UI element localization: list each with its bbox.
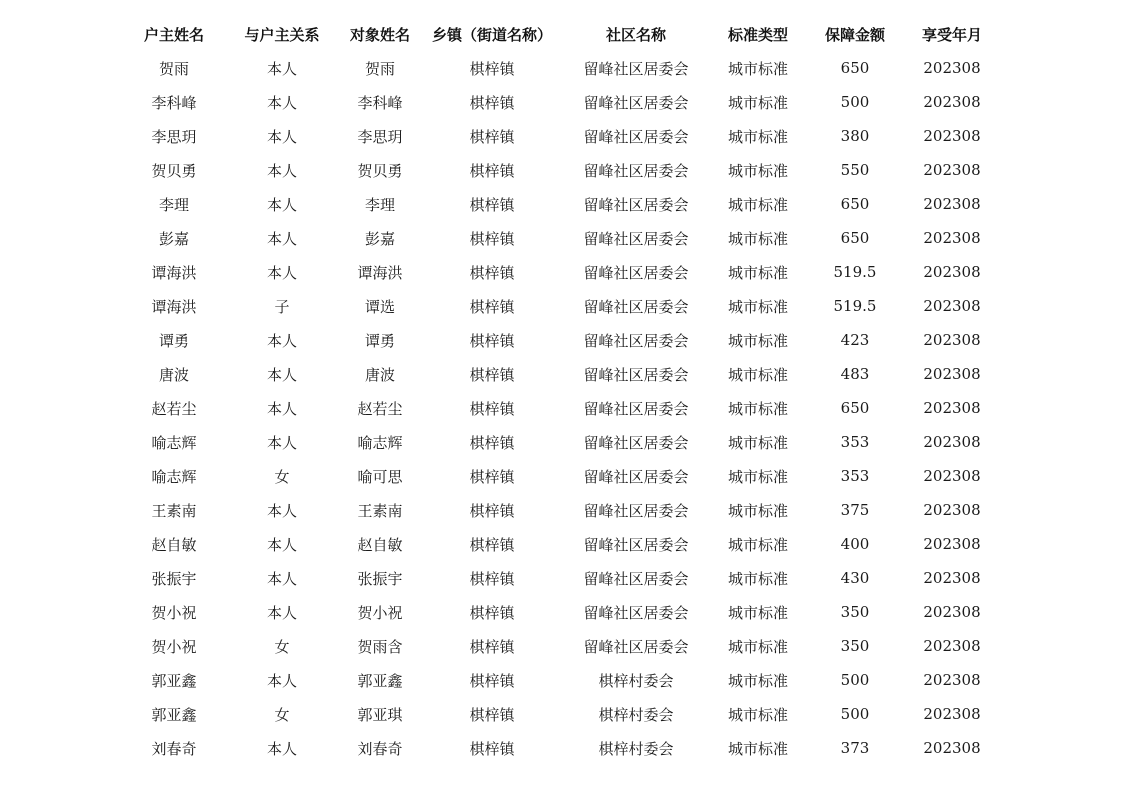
relation-cell: 女 [274,467,290,486]
standard-type-cell: 城市标准 [727,331,788,350]
community-cell: 留峰社区居委会 [583,229,689,248]
amount-cell: 650 [840,229,870,247]
relation-cell: 本人 [266,671,297,690]
community-cell: 留峰社区居委会 [583,127,689,146]
table-row [120,663,998,697]
household-head-cell: 喻志辉 [151,433,197,452]
standard-type-cell: 城市标准 [727,195,788,214]
header-amount: 保障金额 [824,25,885,44]
table-row [120,51,998,85]
standard-type-cell: 城市标准 [727,569,788,588]
relation-cell: 本人 [266,331,297,350]
amount-cell: 650 [840,59,870,77]
relation-cell: 女 [274,637,290,656]
relation-cell: 本人 [266,501,297,520]
beneficiary-name-cell: 谭海洪 [357,263,403,282]
header-town: 乡镇（街道名称） [431,25,552,44]
relation-cell: 本人 [266,739,297,758]
table-row [120,255,998,289]
standard-type-cell: 城市标准 [727,671,788,690]
month-cell: 202308 [923,739,981,757]
beneficiary-name-cell: 贺贝勇 [357,161,403,180]
table-row [120,391,998,425]
community-cell: 留峰社区居委会 [583,467,689,486]
table-row [120,289,998,323]
table-row [120,697,998,731]
standard-type-cell: 城市标准 [727,739,788,758]
table-row [120,85,998,119]
month-cell: 202308 [923,569,981,587]
header-relation: 与户主关系 [244,25,320,44]
community-cell: 留峰社区居委会 [583,535,689,554]
relation-cell: 本人 [266,229,297,248]
community-cell: 留峰社区居委会 [583,603,689,622]
table-row [120,153,998,187]
relation-cell: 本人 [266,535,297,554]
relation-cell: 本人 [266,603,297,622]
relation-cell: 女 [274,705,290,724]
amount-cell: 650 [840,399,870,417]
month-cell: 202308 [923,59,981,77]
standard-type-cell: 城市标准 [727,229,788,248]
beneficiary-name-cell: 唐波 [364,365,395,384]
standard-type-cell: 城市标准 [727,127,788,146]
relation-cell: 本人 [266,161,297,180]
household-head-cell: 喻志辉 [151,467,197,486]
month-cell: 202308 [923,229,981,247]
amount-cell: 353 [840,467,870,485]
town-cell: 棋梓镇 [469,501,515,520]
amount-cell: 500 [840,93,870,111]
household-head-cell: 谭海洪 [151,263,197,282]
town-cell: 棋梓镇 [469,331,515,350]
table-row [120,493,998,527]
relation-cell: 子 [274,297,290,316]
community-cell: 留峰社区居委会 [583,161,689,180]
header-household-head: 户主姓名 [143,25,204,44]
month-cell: 202308 [923,671,981,689]
amount-cell: 483 [840,365,870,383]
town-cell: 棋梓镇 [469,603,515,622]
town-cell: 棋梓镇 [469,161,515,180]
relation-cell: 本人 [266,195,297,214]
beneficiary-name-cell: 赵自敏 [357,535,403,554]
month-cell: 202308 [923,161,981,179]
table-row [120,629,998,663]
town-cell: 棋梓镇 [469,263,515,282]
header-community: 社区名称 [605,25,666,44]
household-head-cell: 唐波 [158,365,189,384]
household-head-cell: 王素南 [151,501,197,520]
relation-cell: 本人 [266,93,297,112]
month-cell: 202308 [923,637,981,655]
household-head-cell: 刘春奇 [151,739,197,758]
household-head-cell: 贺雨 [158,59,189,78]
household-head-cell: 贺小祝 [151,637,197,656]
town-cell: 棋梓镇 [469,433,515,452]
amount-cell: 400 [840,535,870,553]
household-head-cell: 彭嘉 [158,229,189,248]
month-cell: 202308 [923,263,981,281]
table-row [120,459,998,493]
amount-cell: 519.5 [833,297,877,315]
household-head-cell: 谭海洪 [151,297,197,316]
town-cell: 棋梓镇 [469,59,515,78]
standard-type-cell: 城市标准 [727,705,788,724]
relation-cell: 本人 [266,569,297,588]
beneficiary-name-cell: 贺小祝 [357,603,403,622]
beneficiary-name-cell: 李理 [364,195,395,214]
standard-type-cell: 城市标准 [727,501,788,520]
community-cell: 留峰社区居委会 [583,569,689,588]
beneficiary-name-cell: 谭勇 [364,331,395,350]
amount-cell: 350 [840,603,870,621]
table-row [120,187,998,221]
amount-cell: 519.5 [833,263,877,281]
community-cell: 留峰社区居委会 [583,195,689,214]
beneficiary-name-cell: 赵若尘 [357,399,403,418]
community-cell: 留峰社区居委会 [583,331,689,350]
household-head-cell: 郭亚鑫 [151,671,197,690]
town-cell: 棋梓镇 [469,535,515,554]
month-cell: 202308 [923,93,981,111]
standard-type-cell: 城市标准 [727,161,788,180]
month-cell: 202308 [923,535,981,553]
household-head-cell: 赵若尘 [151,399,197,418]
beneficiary-name-cell: 张振宇 [357,569,403,588]
community-cell: 留峰社区居委会 [583,59,689,78]
household-head-cell: 贺贝勇 [151,161,197,180]
community-cell: 留峰社区居委会 [583,399,689,418]
household-head-cell: 贺小祝 [151,603,197,622]
town-cell: 棋梓镇 [469,399,515,418]
month-cell: 202308 [923,331,981,349]
amount-cell: 353 [840,433,870,451]
table-row [120,561,998,595]
household-head-cell: 赵自敏 [151,535,197,554]
household-head-cell: 李科峰 [151,93,197,112]
amount-cell: 550 [840,161,870,179]
community-cell: 留峰社区居委会 [583,365,689,384]
amount-cell: 500 [840,671,870,689]
town-cell: 棋梓镇 [469,195,515,214]
month-cell: 202308 [923,127,981,145]
standard-type-cell: 城市标准 [727,93,788,112]
town-cell: 棋梓镇 [469,569,515,588]
relation-cell: 本人 [266,127,297,146]
town-cell: 棋梓镇 [469,93,515,112]
community-cell: 棋梓村委会 [598,705,674,724]
standard-type-cell: 城市标准 [727,467,788,486]
community-cell: 留峰社区居委会 [583,433,689,452]
month-cell: 202308 [923,501,981,519]
table-header-row [120,17,998,51]
standard-type-cell: 城市标准 [727,297,788,316]
month-cell: 202308 [923,467,981,485]
household-head-cell: 郭亚鑫 [151,705,197,724]
beneficiary-name-cell: 谭选 [364,297,395,316]
month-cell: 202308 [923,603,981,621]
household-head-cell: 李思玥 [151,127,197,146]
town-cell: 棋梓镇 [469,739,515,758]
beneficiary-name-cell: 刘春奇 [357,739,403,758]
month-cell: 202308 [923,433,981,451]
amount-cell: 375 [840,501,870,519]
table-row [120,323,998,357]
standard-type-cell: 城市标准 [727,399,788,418]
amount-cell: 430 [840,569,870,587]
beneficiary-name-cell: 贺雨含 [357,637,403,656]
table-row [120,357,998,391]
town-cell: 棋梓镇 [469,467,515,486]
amount-cell: 650 [840,195,870,213]
table-row [120,119,998,153]
beneficiary-name-cell: 郭亚鑫 [357,671,403,690]
amount-cell: 373 [840,739,870,757]
community-cell: 棋梓村委会 [598,671,674,690]
town-cell: 棋梓镇 [469,229,515,248]
table-row [120,425,998,459]
amount-cell: 423 [840,331,870,349]
standard-type-cell: 城市标准 [727,433,788,452]
header-standard-type: 标准类型 [727,25,788,44]
town-cell: 棋梓镇 [469,127,515,146]
household-head-cell: 张振宇 [151,569,197,588]
community-cell: 留峰社区居委会 [583,637,689,656]
standard-type-cell: 城市标准 [727,59,788,78]
town-cell: 棋梓镇 [469,705,515,724]
household-head-cell: 李理 [158,195,189,214]
table-row [120,731,998,765]
household-head-cell: 谭勇 [158,331,189,350]
beneficiary-table [120,17,998,765]
beneficiary-name-cell: 贺雨 [364,59,395,78]
standard-type-cell: 城市标准 [727,603,788,622]
relation-cell: 本人 [266,263,297,282]
relation-cell: 本人 [266,433,297,452]
town-cell: 棋梓镇 [469,637,515,656]
beneficiary-name-cell: 喻可思 [357,467,403,486]
table-row [120,221,998,255]
month-cell: 202308 [923,399,981,417]
standard-type-cell: 城市标准 [727,535,788,554]
town-cell: 棋梓镇 [469,365,515,384]
beneficiary-name-cell: 喻志辉 [357,433,403,452]
community-cell: 棋梓村委会 [598,739,674,758]
month-cell: 202308 [923,195,981,213]
town-cell: 棋梓镇 [469,297,515,316]
relation-cell: 本人 [266,365,297,384]
community-cell: 留峰社区居委会 [583,93,689,112]
amount-cell: 500 [840,705,870,723]
header-month: 享受年月 [921,25,982,44]
beneficiary-name-cell: 李科峰 [357,93,403,112]
table-row [120,595,998,629]
header-beneficiary-name: 对象姓名 [349,25,410,44]
community-cell: 留峰社区居委会 [583,501,689,520]
standard-type-cell: 城市标准 [727,263,788,282]
month-cell: 202308 [923,297,981,315]
beneficiary-name-cell: 彭嘉 [364,229,395,248]
standard-type-cell: 城市标准 [727,365,788,384]
amount-cell: 350 [840,637,870,655]
table-body [120,51,998,765]
community-cell: 留峰社区居委会 [583,297,689,316]
relation-cell: 本人 [266,59,297,78]
beneficiary-name-cell: 郭亚琪 [357,705,403,724]
standard-type-cell: 城市标准 [727,637,788,656]
community-cell: 留峰社区居委会 [583,263,689,282]
town-cell: 棋梓镇 [469,671,515,690]
table-row [120,527,998,561]
month-cell: 202308 [923,365,981,383]
amount-cell: 380 [840,127,870,145]
beneficiary-name-cell: 李思玥 [357,127,403,146]
beneficiary-name-cell: 王素南 [357,501,403,520]
month-cell: 202308 [923,705,981,723]
relation-cell: 本人 [266,399,297,418]
